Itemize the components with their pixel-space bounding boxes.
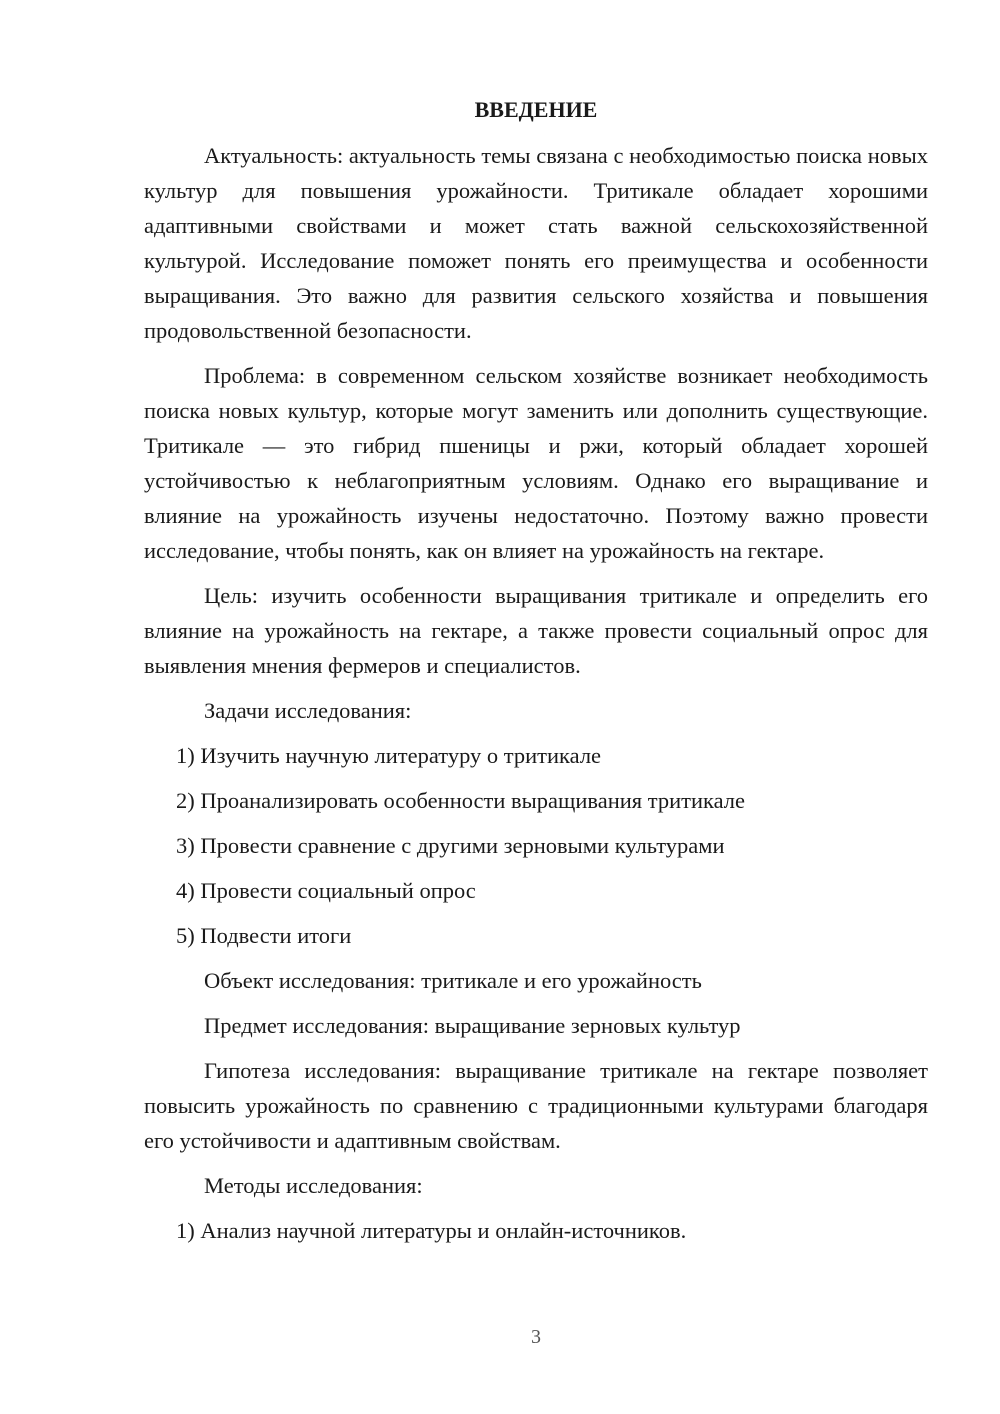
object-line: Объект исследования: тритикале и его урожайность bbox=[204, 968, 702, 993]
hypothesis-paragraph: Гипотеза исследования: выращивание тритикале на гектаре позволяет повысить урожайность по сравнению с традиционными культурами благодаря его устойчивости и адаптивным свойствам. bbox=[144, 1058, 928, 1153]
section-title: ВВЕДЕНИЕ bbox=[474, 97, 598, 122]
task-item: 2) Проанализировать особенности выращивания тритикале bbox=[176, 788, 746, 813]
task-item: 4) Провести социальный опрос bbox=[176, 878, 476, 903]
problem-paragraph: Проблема: в современном сельском хозяйстве возникает необходимость поиска новых культур, которые могут заменить или дополнить существующие. Тритикале — это гибрид пшеницы и ржи, который обладает хорошей устойчивостью к неблагоприятным условиям. Однако его выращивание и влияние на урожайность изучены недостаточно. Поэтому важно провести исследование, чтобы понять, как он влияет на урожайность на гектаре. bbox=[144, 363, 928, 563]
task-item: 5) Подвести итоги bbox=[176, 923, 352, 948]
task-item: 3) Провести сравнение с другими зерновыми культурами bbox=[176, 833, 725, 858]
document-page bbox=[144, 92, 928, 1258]
subject-line: Предмет исследования: выращивание зерновых культур bbox=[204, 1013, 741, 1038]
method-item: 1) Анализ научной литературы и онлайн-источников. bbox=[176, 1218, 687, 1243]
tasks-heading: Задачи исследования: bbox=[204, 698, 412, 723]
task-item: 1) Изучить научную литературу о тритикале bbox=[176, 743, 602, 768]
goal-paragraph: Цель: изучить особенности выращивания тритикале и определить его влияние на урожайность на гектаре, а также провести социальный опрос для выявления мнения фермеров и специалистов. bbox=[144, 583, 928, 678]
relevance-paragraph: Актуальность: актуальность темы связана с необходимостью поиска новых культур для повышения урожайности. Тритикале обладает хорошими адаптивными свойствами и может стать важной сельскохозяйственной культурой. Исследование поможет понять его преимущества и особенности выращивания. Это важно для развития сельского хозяйства и повышения продовольственной безопасности. bbox=[144, 143, 928, 343]
methods-heading: Методы исследования: bbox=[204, 1173, 423, 1198]
page-number: 3 bbox=[531, 1326, 541, 1348]
